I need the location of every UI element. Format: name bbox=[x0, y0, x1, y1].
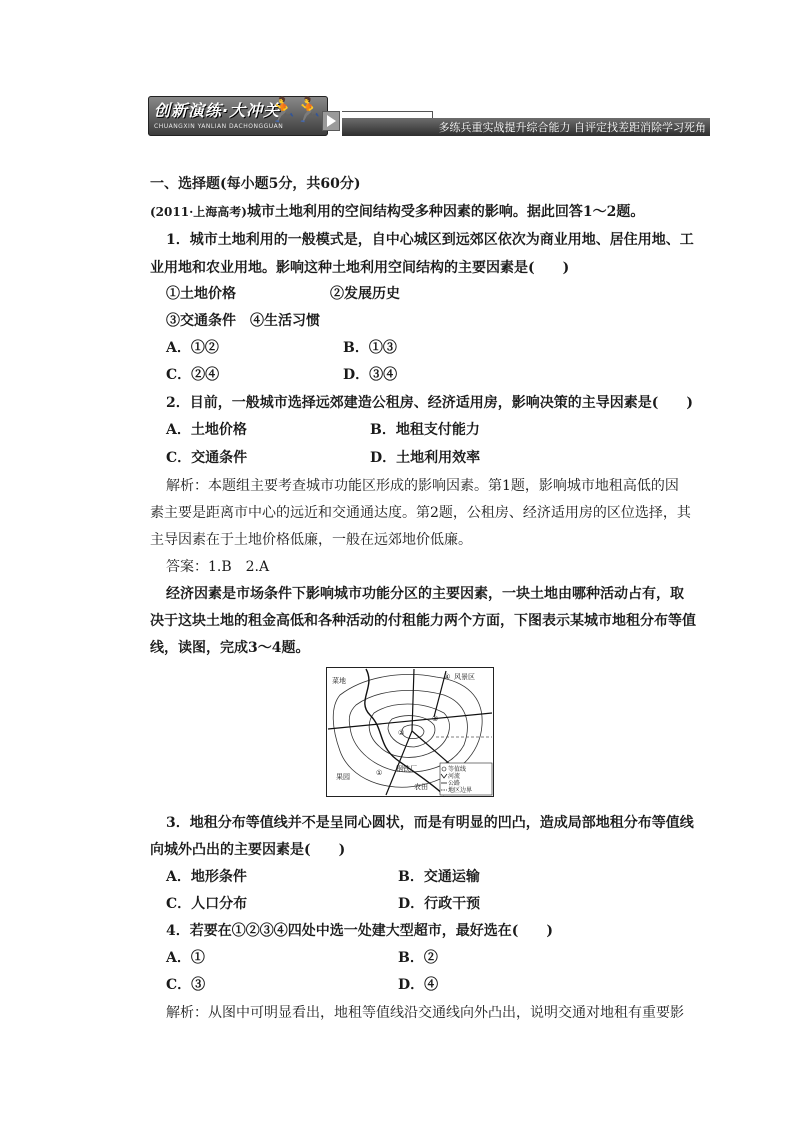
intro-source: (2011·上海高考) bbox=[150, 205, 247, 219]
banner-logo-subtitle: CHUANGXIN YANLIAN DACHONGGUAN bbox=[154, 123, 284, 130]
q4-option-b: B．② bbox=[398, 950, 438, 966]
map-label-vegetable: 菜地 bbox=[332, 677, 346, 685]
map-marker-2: ② bbox=[398, 729, 405, 737]
map-legend-river: 河流 bbox=[448, 773, 461, 780]
q2-option-a: A．土地价格 bbox=[166, 422, 247, 438]
banner-slogan: 多练兵重实战提升综合能力 自评定找差距消除学习死角 bbox=[438, 121, 706, 134]
q2-option-b: B．地租支付能力 bbox=[370, 422, 480, 438]
passage-line1: 经济因素是市场条件下影响城市功能分区的主要因素，一块土地由哪种活动占有，取 bbox=[166, 586, 684, 602]
q1-factor-3: ③交通条件 ④生活习惯 bbox=[166, 313, 320, 329]
passage-line2: 决于这块土地的租金高低和各种活动的付租能力两个方面，下图表示某城市地租分布等值 bbox=[150, 613, 696, 629]
q1-option-b: B．①③ bbox=[343, 340, 397, 356]
map-label-scenic: 风景区 bbox=[454, 673, 475, 681]
map-label-steel: 钢铁厂 bbox=[396, 765, 417, 773]
q1-option-a: A．①② bbox=[166, 340, 219, 356]
q1-factor-1: ①土地价格 bbox=[166, 286, 236, 302]
q1-line2: 业用地和农业用地。影响这种土地利用空间结构的主要因素是( ) bbox=[150, 260, 570, 276]
q3-option-d: D．行政干预 bbox=[398, 896, 481, 912]
banner-logo-title: 创新演练·大冲关 bbox=[154, 101, 281, 120]
map-label-farmland: 农田 bbox=[414, 783, 428, 791]
analysis1-line2: 素主要是距离市中心的远近和交通通达度。第2题，公租房、经济适用房的区位选择，其 bbox=[150, 505, 691, 521]
q4-option-d: D．④ bbox=[398, 977, 439, 993]
play-arrow-icon bbox=[322, 111, 340, 131]
section-banner bbox=[148, 92, 710, 140]
map-legend-boundary: 地区边界 bbox=[448, 787, 473, 794]
analysis2-line1: 解析：从图中可明显看出，地租等值线沿交通线向外凸出，说明交通对地租有重要影 bbox=[166, 1005, 684, 1021]
land-rent-isoline-map bbox=[326, 667, 494, 797]
map-marker-1: ① bbox=[376, 769, 383, 777]
q3-line2: 向城外凸出的主要因素是( ) bbox=[150, 842, 346, 858]
intro-line bbox=[150, 202, 644, 222]
q1-option-d: D．③④ bbox=[343, 367, 398, 383]
q4-line1: 4．若要在①②③④四处中选一处建大型超市，最好选在( ) bbox=[166, 923, 553, 939]
q4-option-c: C．③ bbox=[166, 977, 206, 993]
runner-icon: 🏃🏃 bbox=[268, 96, 320, 124]
passage-line3: 线，读图，完成3～4题。 bbox=[150, 640, 310, 656]
analysis1-line3: 主导因素在于土地价格低廉，一般在远郊地价低廉。 bbox=[150, 532, 472, 548]
map-marker-4: ④ bbox=[444, 673, 451, 681]
q4-option-a: A．① bbox=[166, 950, 205, 966]
q1-factor-2: ②发展历史 bbox=[330, 286, 400, 302]
map-legend-road: 公路 bbox=[448, 780, 461, 787]
section-heading: 一、选择题(每小题5分，共60分) bbox=[150, 176, 361, 192]
q3-option-c: C．人口分布 bbox=[166, 896, 248, 912]
map-legend-isoline: 等值线 bbox=[448, 766, 467, 773]
q2-line1: 2．目前，一般城市选择远郊建造公租房、经济适用房，影响决策的主导因素是( ) bbox=[166, 395, 693, 411]
q3-option-a: A．地形条件 bbox=[166, 869, 247, 885]
map-label-orchard: 果园 bbox=[336, 773, 350, 781]
analysis1-line1: 解析：本题组主要考查城市功能区形成的影响因素。第1题，影响城市地租高低的因 bbox=[166, 478, 679, 494]
q3-line1: 3．地租分布等值线并不是呈同心圆状，而是有明显的凹凸，造成局部地租分布等值线 bbox=[166, 815, 694, 831]
q1-option-c: C．②④ bbox=[166, 367, 220, 383]
map-marker-3: ③ bbox=[432, 715, 439, 723]
q2-option-d: D．土地利用效率 bbox=[370, 450, 481, 466]
q2-option-c: C．交通条件 bbox=[166, 450, 248, 466]
answer1: 答案：1.B 2.A bbox=[166, 559, 270, 575]
q3-option-b: B．交通运输 bbox=[398, 869, 480, 885]
intro-text: 城市土地利用的空间结构受多种因素的影响。据此回答1～2题。 bbox=[246, 204, 645, 220]
q1-line1: 1．城市土地利用的一般模式是，自中心城区到远郊区依次为商业用地、居住用地、工 bbox=[166, 232, 694, 248]
